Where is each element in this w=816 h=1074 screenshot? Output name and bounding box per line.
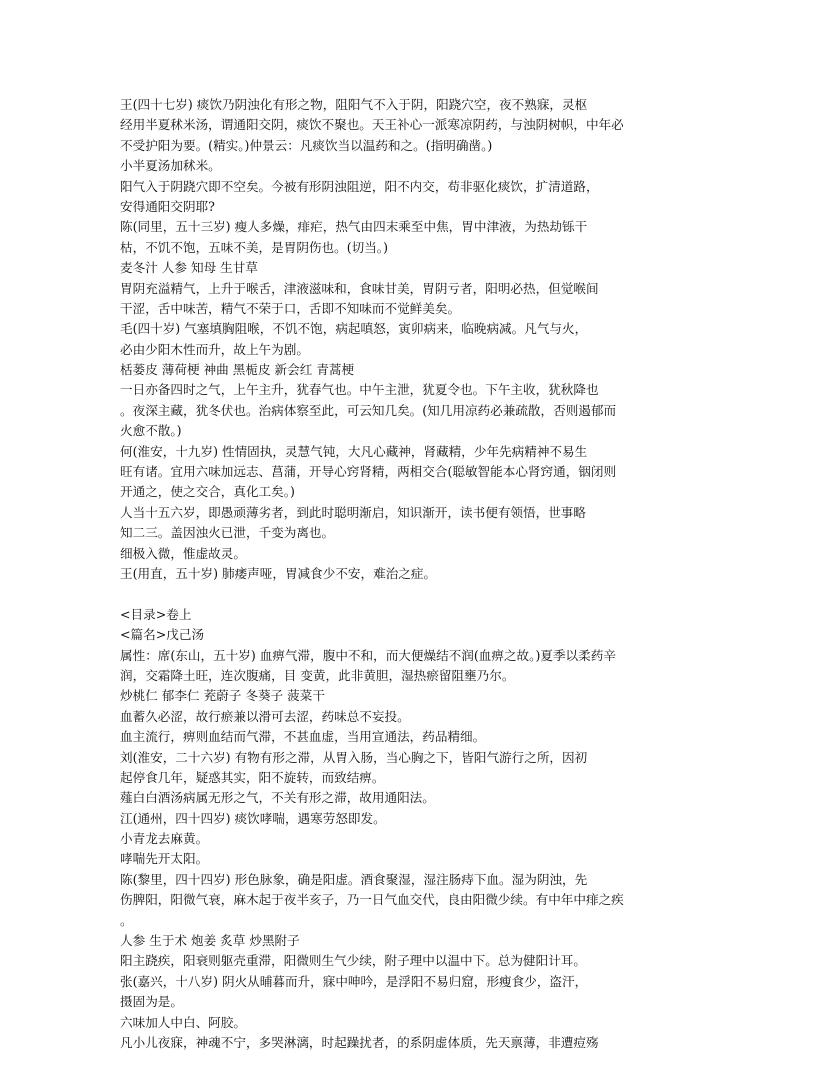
text-line: 起停食几年，疑惑其实，阳不旋转，而致结痹。 — [120, 769, 385, 785]
text-line — [120, 1053, 720, 1073]
text-line: 胃阴充溢精气，上升于喉舌，津液滋味和，食味甘美，胃阴亏者，阳明必热，但觉喉间 — [120, 280, 599, 296]
text-line: 旺有诸。宜用六味加远志、菖蒲，开导心窍肾精，两相交合(聪敏智能本心肾窍通，铟闭则 — [120, 464, 617, 480]
text-line: 血主流行，痹则血结而气滞，不甚血虚，当用宣通法，药品精细。 — [120, 729, 486, 745]
text-line: 六味加人中白、阿胶。 — [120, 1014, 246, 1030]
text-line: 小半夏汤加秫米。 — [120, 158, 221, 174]
text-line: 张(嘉兴，十八岁) 阴火从晡暮而升，寐中呻吟，是浮阳不易归窟，形瘦食少，盗汗， — [120, 973, 588, 989]
text-line: 开通之，使之交合，真化工矣。) — [120, 484, 295, 500]
text-line: 知二三。盖因浊火已泄，千变为离也。 — [120, 525, 335, 541]
blank-line — [120, 584, 720, 604]
text-line: 干涩，舌中味苦，精气不荣于口，舌即不知味而不觉鲜美矣。 — [120, 300, 461, 316]
text-line: 不受护阳为要。(精实。)仲景云：凡痰饮当以温药和之。(指明确凿。) — [120, 137, 493, 153]
document-body — [120, 95, 720, 1074]
text-line: 细极入微，惟虚故灵。 — [120, 545, 246, 561]
section-heading: <目录>卷上 — [120, 606, 192, 622]
text-line: 火愈不散。) — [120, 423, 182, 439]
text-line: 炒桃仁 郁李仁 茺蔚子 冬葵子 菠菜干 — [120, 688, 325, 704]
text-line: 毛(四十岁) 气塞填胸阻喉，不饥不饱，病起嗔怒，寅卯病来，临晚病减。凡气与火， — [120, 321, 588, 337]
text-line: 属性：席(东山，五十岁) 血痹气滞，腹中不和，而大便燥结不润(血痹之故。)夏季以柔药辛 — [120, 647, 616, 663]
text-line: 江(通州，四十四岁) 痰饮哮喘，遇寒劳怒即发。 — [120, 810, 386, 826]
text-line: 血蓄久必涩，故行瘀兼以滑可去涩，药味总不妄投。 — [120, 708, 410, 724]
text-line: 何(淮安，十九岁) 性情固执，灵慧气钝，大凡心藏神，肾藏精，少年先病精神不易生 — [120, 443, 588, 459]
text-line: 伤脾阳，阳微气衰，麻木起于夜半亥子，乃一日气血交代，良由阳微少续。有中年中痱之疾 — [120, 892, 624, 908]
text-line: 。夜深主藏，犹冬伏也。治病体察至此，可云知几矣。(知几用凉药必兼疏散，否则遏郁而 — [120, 402, 617, 418]
text-line: 小青龙去麻黄。 — [120, 831, 209, 847]
text-line: 陈(同里，五十三岁) 瘦人多燥，痱疟，热气由四末乘至中焦，胃中津液，为热劫铄干 — [120, 219, 588, 235]
text-line: 陈(黎里，四十四岁) 形色脉象，确是阳虚。酒食聚湿，湿注肠痔下血。湿为阴浊，先 — [120, 871, 588, 887]
text-line: 人当十五六岁，即愚顽薄劣者，到此时聪明渐启，知识渐开，读书便有领悟，世事略 — [120, 504, 586, 520]
text-line: 薤白白酒汤病属无形之气，不关有形之滞，故用通阳法。 — [120, 790, 435, 806]
text-line: 必由少阳木性而升，故上午为剧。 — [120, 341, 309, 357]
text-line: 阳主跷疾，阳衰则躯壳重滞，阳微则生气少续，附子理中以温中下。总为健阳计耳。 — [120, 953, 586, 969]
text-line: 王(用直，五十岁) 肺痿声哑，胃减食少不安，难治之症。 — [120, 565, 437, 581]
text-line: 枯，不饥不饱，五味不美，是胃阴伤也。(切当。) — [120, 239, 388, 255]
text-line: 哮喘先开太阳。 — [120, 851, 209, 867]
text-line: 栝蒌皮 薄荷梗 神曲 黑栀皮 新会红 青蒿梗 — [120, 362, 355, 378]
text-line: 润，交霜降土旺，连次腹痛，目 变黄，此非黄胆，湿热瘀留阻壅乃尔。 — [120, 667, 515, 683]
text-line: 王(四十七岁) 痰饮乃阴浊化有形之物，阻阳气不入于阴，阳跷穴空，夜不熟寐，灵枢 — [120, 97, 588, 112]
text-line: 一日亦备四时之气，上午主升，犹春气也。中午主泄，犹夏令也。下午主收，犹秋降也 — [120, 382, 599, 398]
section-heading: <篇名>戊己汤 — [120, 627, 205, 643]
text-line: 刘(淮安，二十六岁) 有物有形之滞，从胃入肠，当心胸之下，皆阳气游行之所，因初 — [120, 749, 588, 765]
text-line: 摄固为是。 — [120, 994, 183, 1010]
text-line: 麦冬汁 人参 知母 生甘草 — [120, 260, 258, 276]
text-line: 。 — [120, 912, 133, 928]
text-line: 阳气入于阴跷穴即不空矣。今被有形阴浊阻逆，阳不内交，苟非驱化痰饮，扩清道路， — [120, 178, 599, 194]
text-line: 凡小儿夜寐，神魂不宁，多哭淋漓，时起躁扰者，的系阴虚体质，先天禀薄，非遭痘殇 — [120, 1034, 599, 1050]
text-line: 经用半夏秫米汤，谓通阳交阴，痰饮不聚也。天王补心一派寒凉阴药，与浊阴树帜，中年必 — [120, 117, 624, 133]
text-line: 安得通阳交阴耶? — [120, 198, 215, 214]
text-line: 人参 生于术 炮姜 炙草 炒黑附子 — [120, 933, 300, 949]
